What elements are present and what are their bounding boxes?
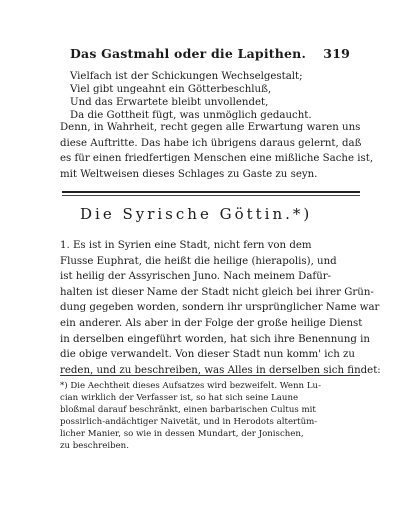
text-line: ein anderer. Als aber in der Folge der große heilige Dienst	[60, 317, 363, 329]
verse-line: Und das Erwartete bleibt unvollendet,	[70, 97, 269, 108]
text-line: 1. Es ist in Syrien eine Stadt, nicht fern von dem	[60, 240, 312, 251]
closing-paragraph	[60, 120, 374, 182]
text-line: in derselben eingeführt worden, hat sich ihre Benennung in	[60, 333, 370, 345]
page-number: 319	[323, 46, 350, 61]
section-divider-thin	[62, 195, 360, 196]
text-line: reden, und zu beschreiben, was Alles in derselben sich findet:	[60, 364, 381, 376]
text-line: mit Weltweisen dieses Schlages zu Gaste zu seyn.	[60, 168, 318, 180]
footnote-line: *) Die Aechtheit dieses Aufsatzes wird bezweifelt. Wenn Lu-	[60, 381, 321, 391]
verse-line: Viel gibt ungeahnt ein Götterbeschluß,	[70, 84, 272, 95]
text-line: dung gegeben worden, sondern ihr ursprünglicher Name war	[60, 302, 380, 314]
text-line: die obige verwandelt. Von dieser Stadt nun komm' ich zu	[60, 349, 355, 361]
verse-block	[70, 70, 360, 122]
footnote-line: possirlich-andächtiger Naivetät, und in Herodots altertüm-	[60, 417, 318, 427]
verse-line: Vielfach ist der Schickungen Wechselgestalt;	[70, 71, 303, 82]
footnote-line: zu beschreiben.	[60, 441, 129, 451]
verse-line: Da die Gottheit fügt, was unmöglich gedaucht.	[70, 110, 312, 121]
text-line: Denn, in Wahrheit, recht gegen alle Erwartung waren uns	[60, 122, 361, 133]
text-line: ist heilig der Assyrischen Juno. Nach meinem Dafür-	[60, 271, 332, 283]
footnote-line: licher Manier, so wie in dessen Mundart, der Jonischen,	[60, 429, 304, 439]
body-paragraph	[60, 238, 381, 378]
text-line: halten ist dieser Name der Stadt nicht gleich bei ihrer Grün-	[60, 286, 374, 298]
footnote-line: cian wirklich der Verfasser ist, so hat sich seine Laune	[60, 393, 299, 403]
section-title: Die Syrische Göttin.*)	[80, 205, 313, 223]
footnote-line: bloßmal darauf beschränkt, einen barbarischen Cultus mit	[60, 405, 316, 415]
text-line: es für einen friedfertigen Menschen eine mißliche Sache ist,	[60, 153, 374, 164]
section-divider	[62, 191, 360, 193]
footnote	[60, 380, 360, 452]
text-line: diese Auftritte. Das habe ich übrigens daraus gelernt, daß	[60, 137, 362, 149]
footnote-divider	[60, 375, 360, 376]
text-line: Flusse Euphrat, die heißt die heilige (hierapolis), und	[60, 255, 337, 267]
running-title: Das Gastmahl oder die Lapithen.	[70, 46, 307, 61]
running-header	[70, 46, 350, 61]
